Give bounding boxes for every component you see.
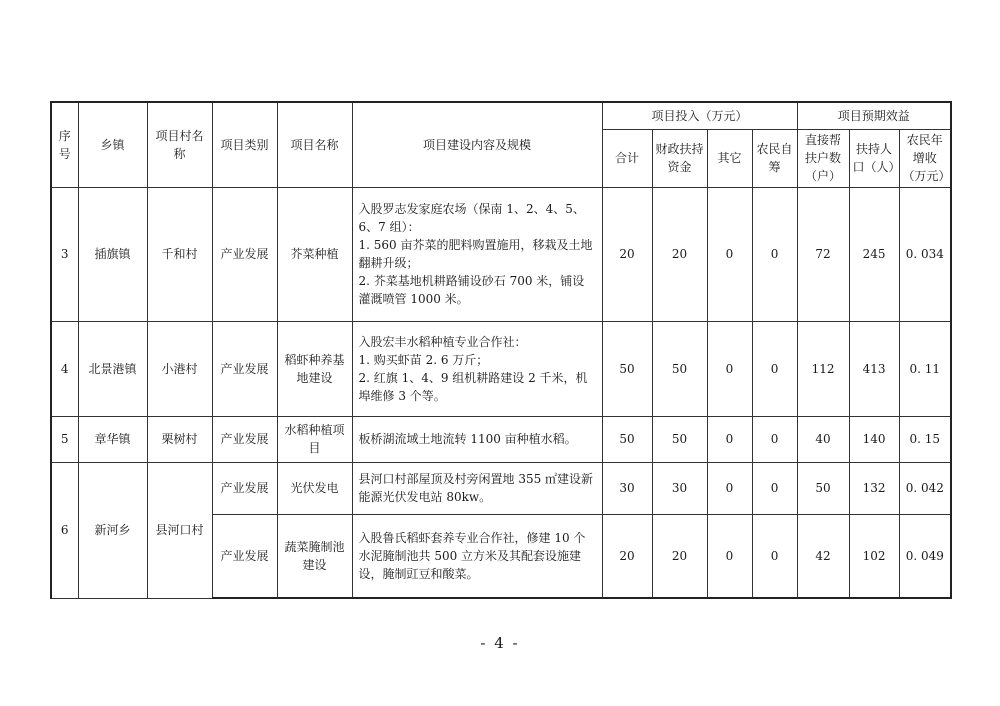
cell-category: 产业发展 — [212, 321, 277, 416]
header-households: 直接帮扶户数（户） — [797, 129, 849, 187]
cell-income: 0. 11 — [899, 321, 951, 416]
header-population: 扶持人口（人） — [849, 129, 899, 187]
cell-village: 小港村 — [147, 321, 212, 416]
cell-households: 42 — [797, 514, 849, 598]
header-other: 其它 — [707, 129, 752, 187]
cell-other: 0 — [707, 462, 752, 514]
cell-population: 132 — [849, 462, 899, 514]
table-row — [51, 416, 951, 462]
cell-total: 30 — [602, 462, 652, 514]
cell-town: 章华镇 — [78, 416, 147, 462]
cell-town: 新河乡 — [78, 462, 147, 598]
cell-seq: 3 — [51, 187, 78, 321]
header-income: 农民年增收（万元） — [899, 129, 951, 187]
cell-category: 产业发展 — [212, 416, 277, 462]
cell-households: 50 — [797, 462, 849, 514]
cell-project-name: 稻虾种养基地建设 — [277, 321, 352, 416]
cell-total: 50 — [602, 321, 652, 416]
cell-income: 0. 034 — [899, 187, 951, 321]
cell-content: 县河口村部屋顶及村旁闲置地 355 ㎡建设新能源光伏发电站 80kw。 — [352, 462, 602, 514]
cell-village: 千和村 — [147, 187, 212, 321]
cell-other: 0 — [707, 416, 752, 462]
cell-farmer-self: 0 — [752, 462, 797, 514]
header-investment-group: 项目投入（万元） — [602, 102, 797, 129]
header-farmer-self: 农民自筹 — [752, 129, 797, 187]
cell-content: 板桥湖流域土地流转 1100 亩种植水稻。 — [352, 416, 602, 462]
cell-farmer-self: 0 — [752, 187, 797, 321]
cell-population: 140 — [849, 416, 899, 462]
cell-households: 72 — [797, 187, 849, 321]
cell-content: 入股宏丰水稻种植专业合作社： 1. 购买虾苗 2. 6 万斤； 2. 红旗 1、4、9 组机耕路建设 2 千米，机埠维修 3 个等。 — [352, 321, 602, 416]
header-content: 项目建设内容及规模 — [352, 102, 602, 187]
table-row — [51, 187, 951, 321]
cell-category: 产业发展 — [212, 187, 277, 321]
cell-town: 北景港镇 — [78, 321, 147, 416]
cell-project-name: 蔬菜腌制池建设 — [277, 514, 352, 598]
page-number: - 4 - — [480, 634, 520, 652]
cell-project-name: 光伏发电 — [277, 462, 352, 514]
cell-population: 102 — [849, 514, 899, 598]
cell-fiscal: 50 — [652, 416, 707, 462]
cell-seq: 6 — [51, 462, 78, 598]
cell-category: 产业发展 — [212, 462, 277, 514]
cell-income: 0. 15 — [899, 416, 951, 462]
cell-households: 112 — [797, 321, 849, 416]
cell-village: 县河口村 — [147, 462, 212, 598]
header-benefit-group: 项目预期效益 — [797, 102, 951, 129]
cell-project-name: 芥菜种植 — [277, 187, 352, 321]
project-table — [50, 101, 952, 599]
cell-population: 245 — [849, 187, 899, 321]
cell-income: 0. 049 — [899, 514, 951, 598]
cell-seq: 4 — [51, 321, 78, 416]
cell-category: 产业发展 — [212, 514, 277, 598]
cell-fiscal: 20 — [652, 187, 707, 321]
table-row — [51, 462, 951, 514]
cell-farmer-self: 0 — [752, 416, 797, 462]
header-village: 项目村名称 — [147, 102, 212, 187]
header-project-name: 项目名称 — [277, 102, 352, 187]
header-total: 合计 — [602, 129, 652, 187]
cell-population: 413 — [849, 321, 899, 416]
cell-fiscal: 50 — [652, 321, 707, 416]
cell-project-name: 水稻种植项目 — [277, 416, 352, 462]
cell-other: 0 — [707, 514, 752, 598]
cell-income: 0. 042 — [899, 462, 951, 514]
cell-farmer-self: 0 — [752, 514, 797, 598]
cell-farmer-self: 0 — [752, 321, 797, 416]
header-town: 乡镇 — [78, 102, 147, 187]
cell-households: 40 — [797, 416, 849, 462]
cell-other: 0 — [707, 187, 752, 321]
header-row-1 — [51, 102, 951, 129]
cell-total: 20 — [602, 514, 652, 598]
header-fiscal: 财政扶持资金 — [652, 129, 707, 187]
header-seq: 序号 — [51, 102, 78, 187]
cell-fiscal: 30 — [652, 462, 707, 514]
cell-total: 20 — [602, 187, 652, 321]
cell-content: 入股罗志发家庭农场（保南 1、2、4、5、6、7 组）： 1. 560 亩芥菜的肥料购置施用，移栽及土地翻耕升级； 2. 芥菜基地机耕路铺设砂石 700 米，铺设灌溉喷管 1000 米。 — [352, 187, 602, 321]
header-category: 项目类别 — [212, 102, 277, 187]
cell-fiscal: 20 — [652, 514, 707, 598]
cell-other: 0 — [707, 321, 752, 416]
cell-seq: 5 — [51, 416, 78, 462]
cell-content: 入股鲁氏稻虾套养专业合作社，修建 10 个水泥腌制池共 500 立方米及其配套设施建设，腌制豇豆和酸菜。 — [352, 514, 602, 598]
cell-village: 栗树村 — [147, 416, 212, 462]
cell-town: 插旗镇 — [78, 187, 147, 321]
cell-total: 50 — [602, 416, 652, 462]
table-row — [51, 321, 951, 416]
